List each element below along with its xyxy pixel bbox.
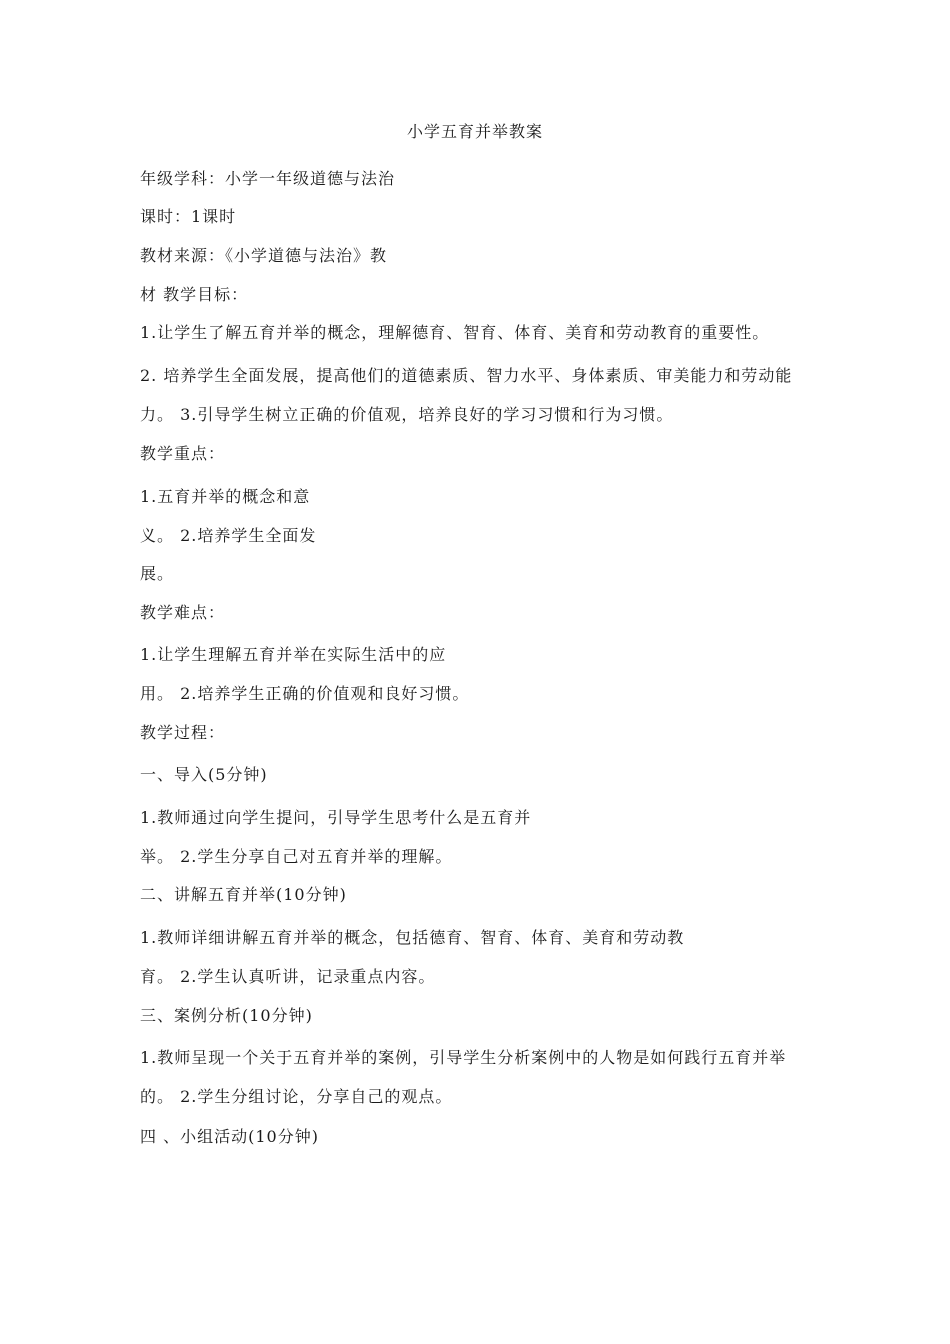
key-points-line-1: 1.五育并举的概念和意 <box>140 487 311 506</box>
section-case-heading: 三、案例分析(10分钟) <box>140 1006 313 1025</box>
teaching-goals-heading: 材 教学目标： <box>140 285 249 304</box>
difficulties-heading: 教学难点： <box>140 603 226 622</box>
grade-subject-line: 年级学科：小学一年级道德与法治 <box>140 169 396 188</box>
process-heading: 教学过程： <box>140 723 226 742</box>
difficulties-line-2: 用。 2.培养学生正确的价值观和良好习惯。 <box>140 684 470 703</box>
goal-line-1: 1.让学生了解五育并举的概念，理解德育、智育、体育、美育和劳动教育的重要性。 <box>140 323 770 342</box>
intro-line-1: 1.教师通过向学生提问，引导学生思考什么是五育并 <box>140 808 532 827</box>
class-hours-line: 课时：1课时 <box>140 207 237 226</box>
explain-line-2: 育。 2.学生认真听讲，记录重点内容。 <box>140 967 436 986</box>
difficulties-line-1: 1.让学生理解五育并举在实际生活中的应 <box>140 645 447 664</box>
section-intro-heading: 一、导入(5分钟) <box>140 765 268 784</box>
section-explain-heading: 二、讲解五育并举(10分钟) <box>140 885 347 904</box>
case-line-2: 的。 2.学生分组讨论，分享自己的观点。 <box>140 1087 453 1106</box>
key-points-line-3: 展。 <box>140 564 175 583</box>
case-line-1: 1.教师呈现一个关于五育并举的案例，引导学生分析案例中的人物是如何践行五育并举 <box>140 1048 787 1067</box>
explain-line-1: 1.教师详细讲解五育并举的概念，包括德育、智育、体育、美育和劳动教 <box>140 928 685 947</box>
goal-line-2: 2. 培养学生全面发展，提高他们的道德素质、智力水平、身体素质、审美能力和劳动能 <box>140 366 793 385</box>
goal-line-3: 力。 3.引导学生树立正确的价值观，培养良好的学习习惯和行为习惯。 <box>140 405 674 424</box>
textbook-source-line: 教材来源：《小学道德与法治》教 <box>140 246 388 265</box>
intro-line-2: 举。 2.学生分享自己对五育并举的理解。 <box>140 847 453 866</box>
section-group-heading: 四 、小组活动(10分钟) <box>140 1127 319 1146</box>
document-title: 小学五育并举教案 <box>406 122 543 141</box>
key-points-line-2: 义。 2.培养学生全面发 <box>140 526 317 545</box>
key-points-heading: 教学重点： <box>140 444 226 463</box>
